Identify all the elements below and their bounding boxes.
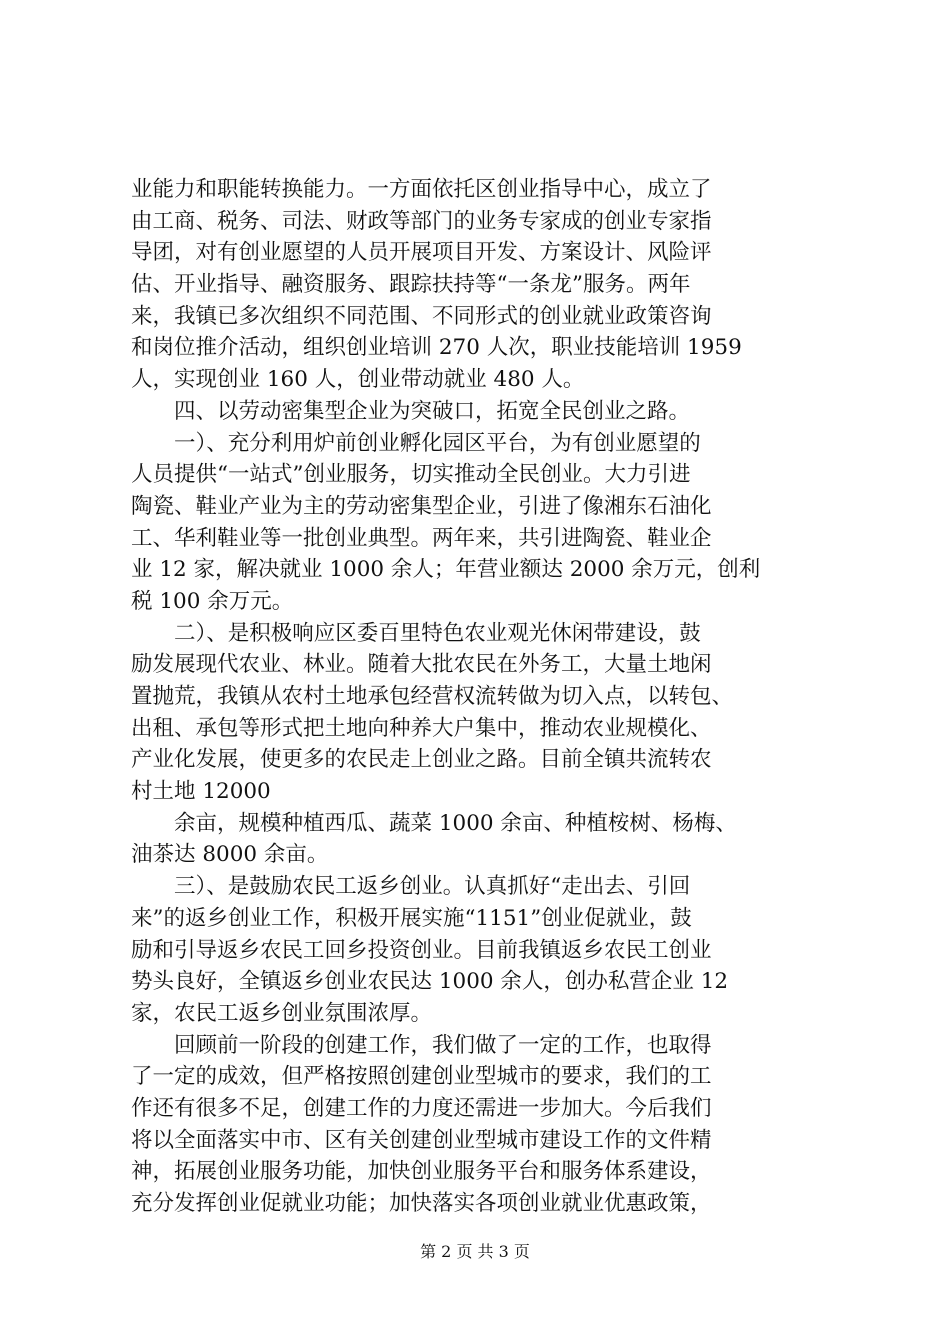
text-line: 产业化发展，使更多的农民走上创业之路。目前全镇共流转农 [131, 747, 712, 773]
text-line: 陶瓷、鞋业产业为主的劳动密集型企业，引进了像湘东石油化 [131, 493, 712, 519]
section-heading: 四、以劳动密集型企业为突破口，拓宽全民创业之路。 [174, 398, 691, 424]
text-line: 出租、承包等形式把土地向种养大户集中，推动农业规模化、 [131, 715, 712, 741]
text-line: 励发展现代农业、林业。随着大批农民在外务工，大量土地闲 [131, 652, 712, 678]
text-line: 工、华利鞋业等一批创业典型。两年来，共引进陶瓷、鞋业企 [131, 525, 712, 551]
text-line: 业 12 家，解决就业 1000 余人；年营业额达 2000 余万元，创利 [131, 557, 761, 583]
text-line: 由工商、税务、司法、财政等部门的业务专家成的创业专家指 [131, 208, 712, 234]
text-line: 了一定的成效，但严格按照创建创业型城市的要求，我们的工 [131, 1064, 712, 1090]
text-line: 势头良好，全镇返乡创业农民达 1000 余人，创办私营企业 12 [131, 969, 729, 995]
text-line: 作还有很多不足，创建工作的力度还需进一步加大。今后我们 [131, 1095, 712, 1121]
paragraph-first-line: 一）、充分利用炉前创业孵化园区平台，为有创业愿望的 [174, 430, 701, 456]
paragraph-first-line: 三）、是鼓励农民工返乡创业。认真抓好“走出去、引回 [174, 874, 691, 900]
text-line: 税 100 余万元。 [131, 588, 294, 614]
text-line: 油茶达 8000 余亩。 [131, 842, 329, 868]
text-line: 人员提供“一站式”创业服务，切实推动全民创业。大力引进 [131, 462, 691, 488]
text-line: 业能力和职能转换能力。一方面依托区创业指导中心，成立了 [131, 177, 712, 202]
text-line: 导团，对有创业愿望的人员开展项目开发、方案设计、风险评 [131, 240, 712, 266]
text-line: 励和引导返乡农民工回乡投资创业。目前我镇返乡农民工创业 [131, 937, 712, 963]
text-line: 家，农民工返乡创业氛围浓厚。 [131, 1000, 433, 1026]
text-line: 人，实现创业 160 人，创业带动就业 480 人。 [131, 367, 585, 393]
text-line: 和岗位推介活动，组织创业培训 270 人次，职业技能培训 1959 [131, 335, 742, 361]
text-line: 来”的返乡创业工作，积极开展实施“1151”创业促就业，鼓 [131, 905, 692, 931]
paragraph-first-line: 回顾前一阶段的创建工作，我们做了一定的工作，也取得 [174, 1032, 712, 1058]
text-line: 村土地 12000 [131, 779, 271, 805]
text-line: 来，我镇已多次组织不同范围、不同形式的创业就业政策咨询 [131, 303, 712, 329]
text-line: 神，拓展创业服务功能，加快创业服务平台和服务体系建设， [131, 1159, 712, 1185]
text-line: 将以全面落实中市、区有关创建创业型城市建设工作的文件精 [131, 1127, 712, 1153]
paragraph-first-line: 二）、是积极响应区委百里特色农业观光休闲带建设，鼓 [174, 620, 701, 646]
text-line: 充分发挥创业促就业功能；加快落实各项创业就业优惠政策， [131, 1191, 712, 1216]
paragraph-first-line: 余亩，规模种植西瓜、蔬菜 1000 余亩、种植桉树、杨梅、 [174, 810, 737, 836]
text-line: 置抛荒，我镇从农村土地承包经营权流转做为切入点，以转包、 [131, 684, 734, 709]
text-line: 估、开业指导、融资服务、跟踪扶持等“一条龙”服务。两年 [131, 272, 691, 298]
page-number: 第 2 页 共 3 页 [420, 1242, 530, 1261]
document-body [131, 174, 831, 1220]
